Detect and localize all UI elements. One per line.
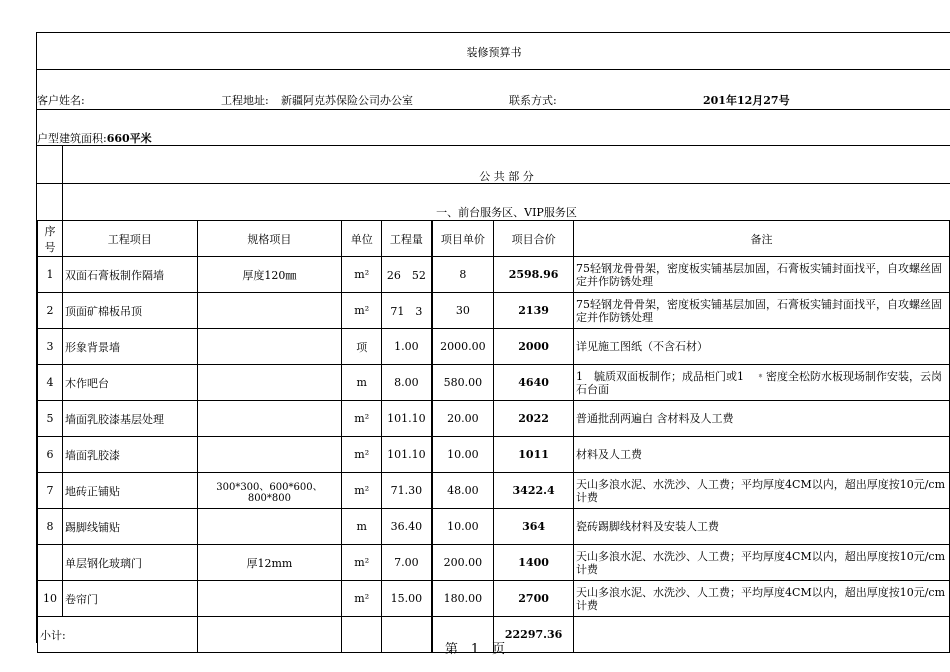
page-footer: 第 1 页 [444,642,506,657]
row-total: 1400 [494,545,574,581]
row-total: 2139 [494,293,574,329]
table-row [38,401,950,437]
row-price: 48.00 [432,473,494,509]
row-qty: 101.10 [382,437,432,473]
column-header-spec: 规格项目 [197,221,342,257]
row-item: 双面石膏板制作隔墙 [62,257,197,293]
table-row [38,329,950,365]
row-item: 单层钢化玻璃门 [62,545,197,581]
row-spec [197,509,342,545]
row-no: 10 [38,581,63,617]
subtotal-value: 22297.36 [494,617,574,653]
row-price: 8 [432,257,494,293]
row-unit: m² [342,437,382,473]
table-row [38,293,950,329]
row-no: 8 [38,509,63,545]
table-row [38,581,950,617]
customer-name-label: 客户姓名: [37,94,85,107]
row-no: 5 [38,401,63,437]
row-price: 10.00 [432,437,494,473]
row-qty: 15.00 [382,581,432,617]
row-total: 364 [494,509,574,545]
row-qty: 26 52 [382,257,432,293]
row-item: 墙面乳胶漆 [62,437,197,473]
row-qty: 101.10 [382,401,432,437]
column-header-unit: 单位 [342,221,382,257]
table-row [38,509,950,545]
row-unit: 项 [342,329,382,365]
document-title: 装修预算书 [466,46,522,59]
row-spec [197,401,342,437]
row-no: 4 [38,365,63,401]
row-no: 2 [38,293,63,329]
row-qty: 71.30 [382,473,432,509]
row-qty: 7.00 [382,545,432,581]
project-address-value: 新疆阿克苏保险公司办公室 [281,94,413,107]
table-row [38,473,950,509]
section-title: 公 共 部 分 [479,170,534,183]
row-note: 75轻钢龙骨骨架，密度板实铺基层加固，石膏板实铺封面找平，自攻螺丝固定并作防锈处理 [574,293,950,329]
column-header-no: 序号 [38,221,63,257]
row-price: 180.00 [432,581,494,617]
column-header-price: 项目单价 [432,221,494,257]
row-spec: 厚度120㎜ [197,257,342,293]
row-note: 瓷砖踢脚线材料及安装人工费 [574,509,950,545]
row-spec [197,365,342,401]
row-no: 3 [38,329,63,365]
row-item: 踢脚线铺贴 [62,509,197,545]
row-spec [197,293,342,329]
row-unit: m [342,509,382,545]
table-row [38,437,950,473]
row-note: 材料及人工费 [574,437,950,473]
row-price: 20.00 [432,401,494,437]
column-header-item: 工程项目 [62,221,197,257]
row-total: 2000 [494,329,574,365]
row-spec [197,329,342,365]
row-unit: m² [342,257,382,293]
column-header-total: 项目合价 [494,221,574,257]
row-unit: m [342,365,382,401]
divider [37,109,950,110]
row-spec: 300*300、600*600、800*800 [197,473,342,509]
row-spec: 厚12mm [197,545,342,581]
row-price: 30 [432,293,494,329]
row-total: 3422.4 [494,473,574,509]
row-item: 地砖正铺贴 [62,473,197,509]
row-note: 天山多浪水泥、水洗沙、人工费；平均厚度4CM以内，超出厚度按10元/cm计费 [574,581,950,617]
row-item: 卷帘门 [62,581,197,617]
row-qty: 36.40 [382,509,432,545]
row-note: 详见施工图纸（不含石材） [574,329,950,365]
building-area-value: 660平米 [106,132,152,145]
divider [37,145,950,146]
row-no [38,545,63,581]
row-spec [197,581,342,617]
table-row [38,365,950,401]
project-address-label: 工程地址: [221,94,269,107]
table-row [38,545,950,581]
row-total: 2700 [494,581,574,617]
row-item: 墙面乳胶漆基层处理 [62,401,197,437]
divider [37,69,950,70]
row-note: 天山多浪水泥、水洗沙、人工费；平均厚度4CM以内，超出厚度按10元/cm计费 [574,545,950,581]
building-area-label [37,132,152,146]
row-price: 200.00 [432,545,494,581]
row-item: 形象背景墙 [62,329,197,365]
row-total: 4640 [494,365,574,401]
column-header-note: 备注 [574,221,950,257]
row-qty: 71 3 [382,293,432,329]
row-no: 6 [38,437,63,473]
contact-label: 联系方式: [509,94,557,107]
row-qty: 1.00 [382,329,432,365]
budget-date: 201年12月27号 [703,94,790,107]
row-price: 2000.00 [432,329,494,365]
row-unit: m² [342,293,382,329]
row-total: 2598.96 [494,257,574,293]
row-total: 1011 [494,437,574,473]
subtotal-label: 小计: [38,617,198,653]
table-header-row [38,221,950,257]
row-unit: m² [342,473,382,509]
row-item: 木作吧台 [62,365,197,401]
row-no: 1 [38,257,63,293]
subsection-title: 一、前台服务区、VIP服务区 [436,206,577,219]
row-price: 10.00 [432,509,494,545]
budget-table [37,220,950,653]
row-no: 7 [38,473,63,509]
row-qty: 8.00 [382,365,432,401]
budget-sheet [36,32,950,643]
column-header-qty: 工程量 [382,221,432,257]
row-spec [197,437,342,473]
table-row [38,257,950,293]
building-area-caption: 户型建筑面积: [37,132,107,145]
row-total: 2022 [494,401,574,437]
row-note: 天山多浪水泥、水洗沙、人工费；平均厚度4CM以内，超出厚度按10元/cm计费 [574,473,950,509]
row-note: 1 毓质双面板制作；成品柜门或1 ﹡密度全松防水板现场制作安装，云岗石台面 [574,365,950,401]
row-item: 顶面矿棉板吊顶 [62,293,197,329]
divider [37,183,950,184]
row-note: 75轻钢龙骨骨架，密度板实铺基层加固，石膏板实铺封面找平，自攻螺丝固定并作防锈处理 [574,257,950,293]
row-unit: m² [342,581,382,617]
row-unit: m² [342,401,382,437]
row-unit: m² [342,545,382,581]
row-price: 580.00 [432,365,494,401]
row-note: 普通批刮两遍白 含材料及人工费 [574,401,950,437]
